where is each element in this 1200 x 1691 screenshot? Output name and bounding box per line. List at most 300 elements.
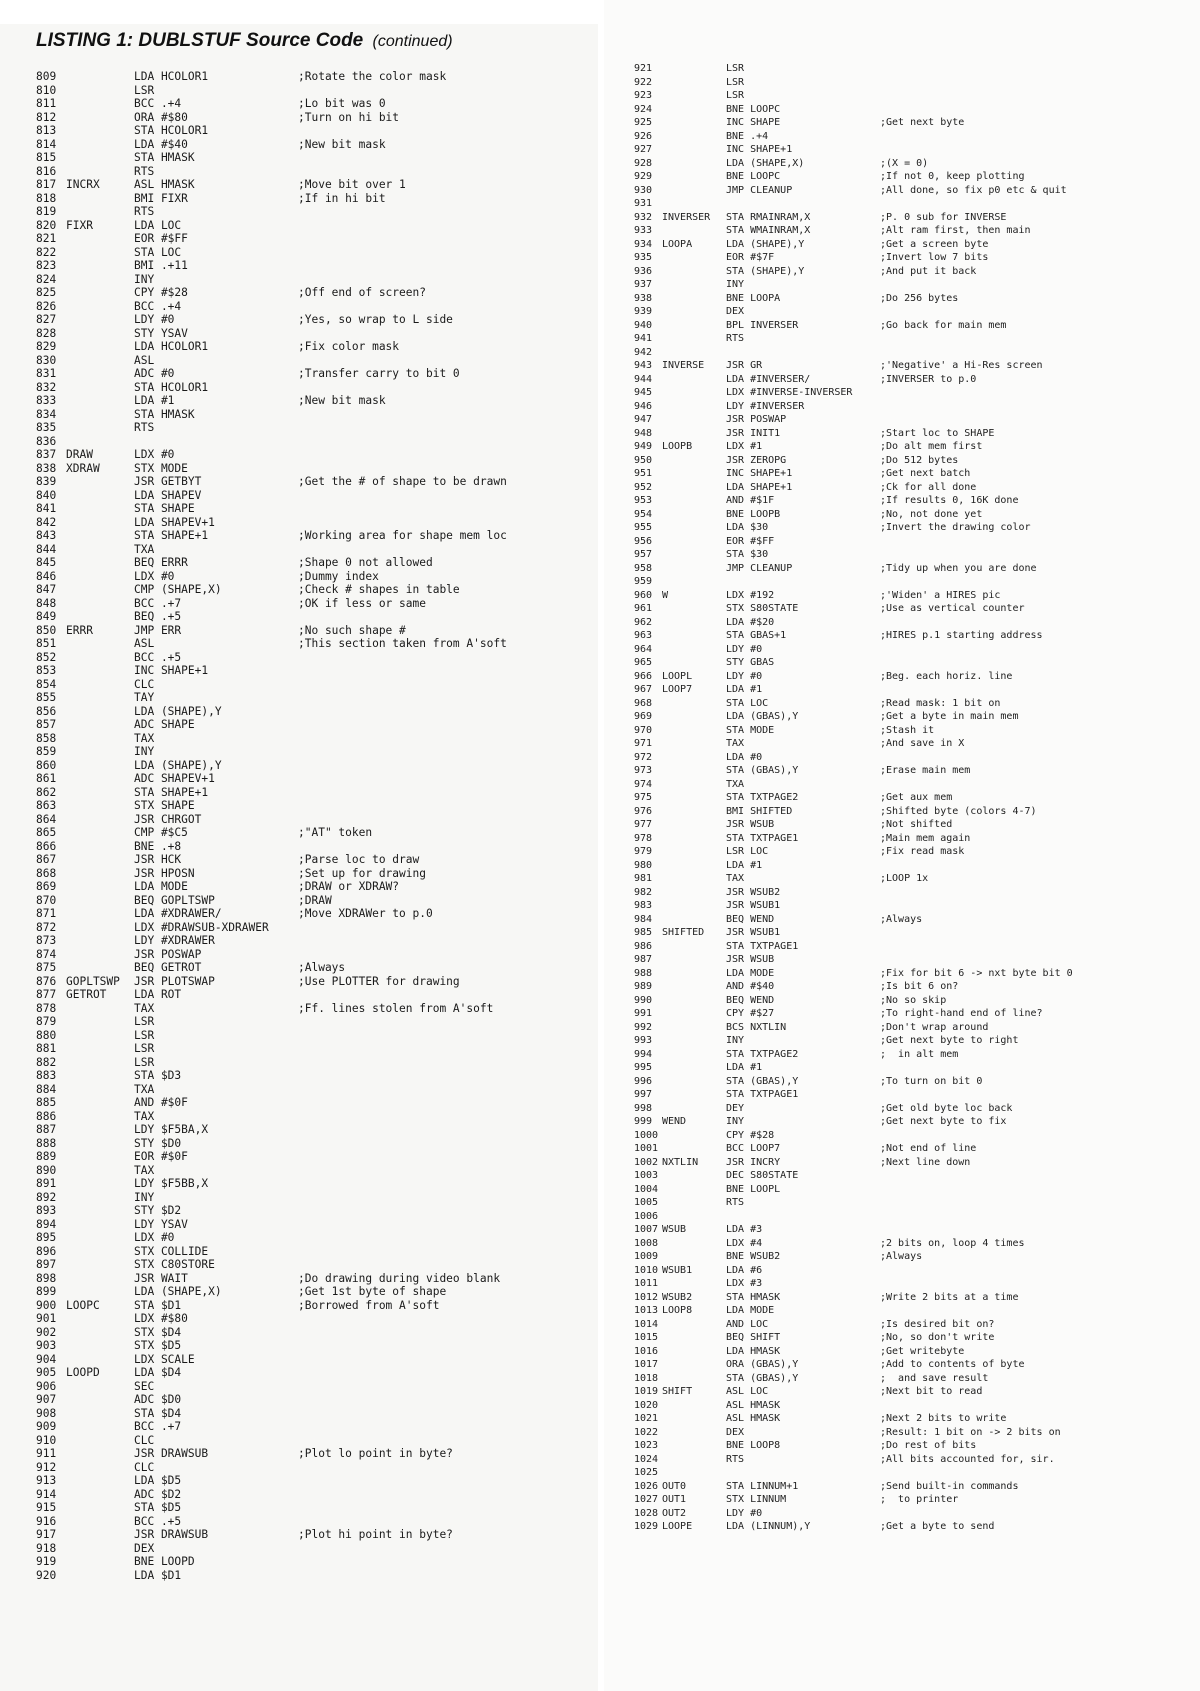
code-instruction: INY bbox=[726, 1116, 745, 1127]
line-number: 857 bbox=[36, 718, 57, 731]
code-instruction: AND LOC bbox=[726, 1318, 769, 1330]
line-number: 870 bbox=[36, 893, 57, 907]
line-number: 979 bbox=[634, 846, 653, 857]
code-instruction: BNE .+8 bbox=[134, 839, 182, 853]
code-comment: ;Off end of screen? bbox=[298, 286, 426, 299]
code-instruction: JSR PLOTSWAP bbox=[134, 974, 215, 988]
code-comment: ;Go back for main mem bbox=[880, 319, 1007, 331]
code-comment: ;P. 0 sub for INVERSE bbox=[880, 211, 1007, 223]
code-instruction: INC SHAPE+1 bbox=[134, 664, 209, 677]
listing-title-text: LISTING 1: DUBLSTUF Source Code bbox=[36, 30, 364, 51]
line-number: 914 bbox=[36, 1487, 57, 1501]
line-number: 981 bbox=[634, 873, 653, 884]
code-comment: ;Get 1st byte of shape bbox=[298, 1285, 447, 1298]
code-instruction: JSR WSUB2 bbox=[726, 886, 781, 898]
line-number: 974 bbox=[634, 778, 653, 790]
code-comment: ; and save result bbox=[880, 1372, 989, 1384]
code-instruction: INY bbox=[726, 279, 745, 290]
code-comment: ;Not end of line bbox=[880, 1143, 977, 1154]
code-comment: ;No such shape # bbox=[298, 623, 406, 637]
code-instruction: ORA #$80 bbox=[134, 110, 188, 124]
line-number: 1004 bbox=[634, 1183, 659, 1195]
code-instruction: STX C80STORE bbox=[134, 1258, 215, 1271]
code-instruction: EOR #$FF bbox=[134, 232, 188, 245]
code-instruction: STX S80STATE bbox=[726, 603, 799, 614]
line-number: 915 bbox=[36, 1501, 57, 1514]
line-number: 948 bbox=[634, 427, 653, 439]
code-instruction: LDX #$80 bbox=[134, 1312, 188, 1325]
code-comment: ;New bit mask bbox=[298, 137, 386, 151]
line-number: 904 bbox=[36, 1352, 57, 1366]
code-instruction: BEQ WEND bbox=[726, 994, 775, 1006]
line-number: 997 bbox=[634, 1089, 653, 1100]
code-comment: ;Move XDRAWer to p.0 bbox=[298, 907, 433, 920]
code-instruction: JMP CLEANUP bbox=[726, 562, 793, 574]
code-instruction: LDA (SHAPE),Y bbox=[726, 238, 805, 250]
line-number: 844 bbox=[36, 542, 57, 556]
code-comment: ;LOOP 1x bbox=[880, 873, 929, 884]
line-number: 830 bbox=[36, 353, 57, 367]
line-number: 933 bbox=[634, 225, 653, 236]
line-number: 873 bbox=[36, 934, 57, 947]
code-instruction: INY bbox=[726, 1035, 745, 1046]
line-number: 896 bbox=[36, 1244, 57, 1258]
code-instruction: STA MODE bbox=[726, 724, 775, 736]
code-instruction: STX $D4 bbox=[134, 1325, 182, 1339]
line-number: 1028 bbox=[634, 1507, 659, 1519]
line-number: 991 bbox=[634, 1008, 653, 1019]
code-comment: ;And save in X bbox=[880, 738, 965, 749]
line-number: 883 bbox=[36, 1069, 57, 1082]
code-instruction: ADC SHAPE bbox=[134, 718, 195, 731]
code-instruction: LDX #DRAWSUB-XDRAWER bbox=[134, 920, 269, 934]
code-instruction: STA HMASK bbox=[134, 151, 195, 164]
code-instruction: LDA MODE bbox=[134, 880, 188, 893]
line-number: 935 bbox=[634, 252, 653, 263]
code-instruction: TAX bbox=[134, 1109, 155, 1123]
code-comment: ;To right-hand end of line? bbox=[880, 1008, 1043, 1019]
code-instruction: BEQ .+5 bbox=[134, 610, 182, 623]
line-number: 1018 bbox=[634, 1372, 659, 1384]
line-number: 886 bbox=[36, 1109, 57, 1123]
code-instruction: STY GBAS bbox=[726, 657, 775, 668]
code-instruction: STA HCOLOR1 bbox=[134, 124, 209, 137]
line-number: 846 bbox=[36, 569, 57, 583]
code-comment: ;All bits accounted for, sir. bbox=[880, 1453, 1055, 1465]
code-instruction: TAX bbox=[134, 1163, 155, 1177]
line-number: 1029 bbox=[634, 1521, 659, 1532]
code-label: INCRX bbox=[66, 178, 100, 191]
code-comment: ;Not shifted bbox=[880, 819, 953, 830]
line-number: 925 bbox=[634, 117, 653, 128]
code-comment: ;Is desired bit on? bbox=[880, 1318, 995, 1330]
code-instruction: AND #$40 bbox=[726, 981, 775, 992]
line-number: 889 bbox=[36, 1150, 57, 1163]
code-instruction: BNE LOOPC bbox=[726, 171, 781, 182]
code-instruction: LDY #0 bbox=[726, 643, 763, 655]
line-number: 1009 bbox=[634, 1251, 659, 1262]
line-number: 985 bbox=[634, 927, 653, 938]
code-comment: ;DRAW or XDRAW? bbox=[298, 880, 400, 893]
code-instruction: LDX #192 bbox=[726, 589, 775, 601]
code-comment: ;If results 0, 16K done bbox=[880, 495, 1019, 506]
code-instruction: ORA (GBAS),Y bbox=[726, 1359, 799, 1370]
code-instruction: LSR LOC bbox=[726, 846, 769, 857]
line-number: 855 bbox=[36, 691, 57, 704]
line-number: 864 bbox=[36, 812, 57, 826]
code-instruction: JSR WSUB1 bbox=[726, 927, 781, 938]
line-number: 946 bbox=[634, 400, 653, 412]
code-instruction: BNE LOOP8 bbox=[726, 1440, 781, 1451]
code-comment: ;'Negative' a Hi-Res screen bbox=[880, 360, 1043, 371]
code-label: LOOP7 bbox=[662, 684, 693, 695]
code-instruction: JSR DRAWSUB bbox=[134, 1447, 209, 1460]
line-number: 999 bbox=[634, 1116, 653, 1127]
line-number: 960 bbox=[634, 589, 653, 601]
code-label: INVERSER bbox=[662, 211, 711, 223]
line-number: 848 bbox=[36, 596, 57, 610]
code-comment: ;Turn on hi bit bbox=[298, 110, 400, 124]
code-instruction: INY bbox=[134, 745, 155, 758]
line-number: 867 bbox=[36, 853, 57, 866]
line-number: 983 bbox=[634, 900, 653, 911]
code-label: ERRR bbox=[66, 623, 93, 637]
line-number: 839 bbox=[36, 475, 57, 488]
line-number: 992 bbox=[634, 1021, 653, 1033]
code-comment: ; to printer bbox=[880, 1494, 959, 1505]
code-instruction: BEQ WEND bbox=[726, 913, 775, 925]
code-instruction: LDY $F5BB,X bbox=[134, 1177, 209, 1190]
code-instruction: STX COLLIDE bbox=[134, 1244, 209, 1258]
code-instruction: JSR CHRGOT bbox=[134, 812, 202, 826]
line-number: 897 bbox=[36, 1258, 57, 1271]
code-instruction: LDY #0 bbox=[726, 1507, 763, 1519]
code-comment: ;Shape 0 not allowed bbox=[298, 556, 433, 569]
code-instruction: TAY bbox=[134, 691, 155, 704]
code-instruction: LDA (SHAPE),Y bbox=[134, 758, 222, 772]
code-instruction: STA $D4 bbox=[134, 1406, 182, 1420]
line-number: 956 bbox=[634, 535, 653, 547]
code-comment: ;If not 0, keep plotting bbox=[880, 171, 1025, 182]
code-instruction: BNE LOOPD bbox=[134, 1555, 195, 1568]
code-instruction: RTS bbox=[134, 164, 155, 178]
code-comment: ;"AT" token bbox=[298, 826, 373, 839]
code-comment: ;Get a byte to send bbox=[880, 1521, 995, 1532]
line-number: 869 bbox=[36, 880, 57, 893]
code-instruction: BCC LOOP7 bbox=[726, 1143, 781, 1154]
line-number: 993 bbox=[634, 1035, 653, 1046]
code-instruction: TXA bbox=[134, 1082, 155, 1096]
code-instruction: LDA #$40 bbox=[134, 137, 188, 151]
code-instruction: STA HMASK bbox=[134, 407, 195, 421]
code-instruction: STA (SHAPE),Y bbox=[726, 265, 805, 277]
code-instruction: LDA (SHAPE,X) bbox=[134, 1285, 222, 1298]
code-label: SHIFT bbox=[662, 1386, 693, 1397]
code-instruction: LSR bbox=[726, 76, 745, 88]
code-comment: ;Lo bit was 0 bbox=[298, 97, 386, 110]
code-instruction: STA SHAPE+1 bbox=[134, 785, 209, 799]
line-number: 842 bbox=[36, 515, 57, 529]
line-number: 952 bbox=[634, 481, 653, 493]
line-number: 929 bbox=[634, 171, 653, 182]
line-number: 891 bbox=[36, 1177, 57, 1190]
code-instruction: BPL INVERSER bbox=[726, 319, 799, 331]
code-instruction: LDA (SHAPE),Y bbox=[134, 704, 222, 718]
line-number: 951 bbox=[634, 468, 653, 479]
code-label: WSUB bbox=[662, 1224, 687, 1235]
code-instruction: JMP CLEANUP bbox=[726, 184, 793, 196]
code-comment: ;Get the # of shape to be drawn bbox=[298, 475, 507, 488]
line-number: 1026 bbox=[634, 1480, 659, 1492]
code-instruction: LDA $D1 bbox=[134, 1568, 182, 1582]
code-instruction: DEX bbox=[726, 306, 745, 317]
code-instruction: STA GBAS+1 bbox=[726, 630, 787, 641]
line-number: 984 bbox=[634, 913, 653, 925]
code-comment: ;Invert the drawing color bbox=[880, 522, 1031, 533]
line-number: 890 bbox=[36, 1163, 57, 1177]
line-number: 998 bbox=[634, 1102, 653, 1114]
line-number: 938 bbox=[634, 292, 653, 304]
code-instruction: LDA #INVERSER/ bbox=[726, 373, 811, 385]
code-comment: ;(X = 0) bbox=[880, 157, 929, 169]
line-number: 850 bbox=[36, 623, 57, 637]
code-instruction: LDX #INVERSE-INVERSER bbox=[726, 387, 853, 398]
line-number: 837 bbox=[36, 448, 57, 461]
code-comment: ;Get next byte bbox=[880, 117, 965, 128]
line-number: 987 bbox=[634, 954, 653, 965]
code-comment: ;Transfer carry to bit 0 bbox=[298, 367, 460, 380]
code-instruction: JSR DRAWSUB bbox=[134, 1528, 209, 1541]
line-number: 811 bbox=[36, 97, 57, 110]
line-number: 1012 bbox=[634, 1291, 659, 1303]
code-comment: ;Main mem again bbox=[880, 832, 971, 844]
line-number: 940 bbox=[634, 319, 653, 331]
code-instruction: LDA (GBAS),Y bbox=[726, 711, 799, 722]
line-number: 881 bbox=[36, 1042, 57, 1055]
code-comment: ;Get a byte in main mem bbox=[880, 711, 1019, 722]
line-number: 860 bbox=[36, 758, 57, 772]
code-instruction: STX MODE bbox=[134, 461, 188, 475]
code-comment: ;Send built-in commands bbox=[880, 1480, 1019, 1492]
code-instruction: RTS bbox=[726, 1453, 745, 1465]
code-comment: ;Get old byte loc back bbox=[880, 1102, 1013, 1114]
code-comment: ;Get next byte to right bbox=[880, 1035, 1019, 1046]
line-number: 1021 bbox=[634, 1413, 659, 1424]
line-number: 849 bbox=[36, 610, 57, 623]
code-label: LOOPC bbox=[66, 1298, 100, 1312]
code-comment: ;Get next byte to fix bbox=[880, 1116, 1007, 1127]
line-number: 840 bbox=[36, 488, 57, 502]
code-comment: ;OK if less or same bbox=[298, 596, 426, 610]
code-instruction: LDA #1 bbox=[726, 859, 763, 871]
line-number: 939 bbox=[634, 306, 653, 317]
code-comment: ;Parse loc to draw bbox=[298, 853, 420, 866]
code-instruction: TAX bbox=[134, 1001, 155, 1015]
line-number: 874 bbox=[36, 947, 57, 961]
code-instruction: BNE LOOPC bbox=[726, 103, 781, 115]
line-number: 957 bbox=[634, 549, 653, 560]
code-instruction: BMI FIXR bbox=[134, 191, 188, 205]
code-instruction: LDA $D4 bbox=[134, 1366, 182, 1379]
line-number: 882 bbox=[36, 1055, 57, 1069]
code-comment: ;2 bits on, loop 4 times bbox=[880, 1237, 1025, 1249]
line-number: 1000 bbox=[634, 1129, 659, 1141]
code-instruction: EOR #$FF bbox=[726, 535, 775, 547]
code-label: WEND bbox=[662, 1116, 687, 1127]
line-number: 977 bbox=[634, 819, 653, 830]
code-instruction: SEC bbox=[134, 1379, 155, 1393]
code-instruction: STA TXTPAGE2 bbox=[726, 1048, 799, 1060]
line-number: 866 bbox=[36, 839, 57, 853]
code-instruction: LDY #XDRAWER bbox=[134, 934, 215, 947]
code-label: INVERSE bbox=[662, 360, 705, 371]
code-instruction: STX LINNUM bbox=[726, 1494, 787, 1505]
line-number: 910 bbox=[36, 1433, 57, 1447]
line-number: 851 bbox=[36, 637, 57, 650]
code-label: LOOPE bbox=[662, 1521, 693, 1532]
line-number: 825 bbox=[36, 286, 57, 299]
code-label: XDRAW bbox=[66, 461, 100, 475]
line-number: 1006 bbox=[634, 1210, 659, 1222]
code-instruction: ASL HMASK bbox=[726, 1399, 781, 1411]
code-instruction: BMI SHIFTED bbox=[726, 805, 793, 817]
line-number: 962 bbox=[634, 616, 653, 628]
code-instruction: LDX #3 bbox=[726, 1278, 763, 1289]
code-instruction: LSR bbox=[726, 63, 745, 74]
line-number: 944 bbox=[634, 373, 653, 385]
code-comment: ;If in hi bit bbox=[298, 191, 386, 205]
line-number: 995 bbox=[634, 1062, 653, 1073]
line-number: 941 bbox=[634, 333, 653, 344]
line-number: 945 bbox=[634, 387, 653, 398]
line-number: 1003 bbox=[634, 1170, 659, 1181]
code-instruction: LDX #4 bbox=[726, 1237, 763, 1249]
line-number: 812 bbox=[36, 110, 57, 124]
code-instruction: STX $D5 bbox=[134, 1339, 182, 1352]
line-number: 829 bbox=[36, 340, 57, 353]
line-number: 1023 bbox=[634, 1440, 659, 1451]
line-number: 971 bbox=[634, 738, 653, 749]
line-number: 884 bbox=[36, 1082, 57, 1096]
code-instruction: LDA (LINNUM),Y bbox=[726, 1521, 811, 1532]
line-number: 990 bbox=[634, 994, 653, 1006]
code-label: W bbox=[662, 589, 669, 601]
code-instruction: CLC bbox=[134, 1460, 155, 1474]
line-number: 824 bbox=[36, 272, 57, 286]
code-instruction: TAX bbox=[134, 731, 155, 745]
code-instruction: BCC .+5 bbox=[134, 1514, 182, 1528]
line-number: 912 bbox=[36, 1460, 57, 1474]
code-instruction: AND #$1F bbox=[726, 495, 775, 506]
code-instruction: BNE .+4 bbox=[726, 130, 769, 142]
code-comment: ;Use PLOTTER for drawing bbox=[298, 974, 460, 988]
line-number: 813 bbox=[36, 124, 57, 137]
code-instruction: LDA MODE bbox=[726, 1305, 775, 1316]
line-number: 996 bbox=[634, 1075, 653, 1087]
code-comment: ;All done, so fix p0 etc & quit bbox=[880, 184, 1067, 196]
line-number: 1022 bbox=[634, 1426, 659, 1438]
line-number: 927 bbox=[634, 144, 653, 155]
line-number: 1008 bbox=[634, 1237, 659, 1249]
line-number: 815 bbox=[36, 151, 57, 164]
code-instruction: LDA ROT bbox=[134, 988, 182, 1001]
line-number: 969 bbox=[634, 711, 653, 722]
line-number: 854 bbox=[36, 677, 57, 691]
code-instruction: LDA #6 bbox=[726, 1264, 763, 1276]
line-number: 903 bbox=[36, 1339, 57, 1352]
code-instruction: BCC .+5 bbox=[134, 650, 182, 664]
line-number: 1025 bbox=[634, 1467, 659, 1478]
line-number: 926 bbox=[634, 130, 653, 142]
code-comment: ;No, so don't write bbox=[880, 1332, 995, 1343]
code-instruction: STA (GBAS),Y bbox=[726, 765, 799, 776]
code-label: SHIFTED bbox=[662, 927, 705, 938]
code-instruction: BCC .+4 bbox=[134, 299, 182, 313]
code-comment: ;Set up for drawing bbox=[298, 866, 426, 880]
code-comment: ;New bit mask bbox=[298, 394, 386, 407]
listing-title bbox=[36, 30, 453, 52]
code-comment: ;Working area for shape mem loc bbox=[298, 529, 507, 542]
code-instruction: STA LINNUM+1 bbox=[726, 1480, 799, 1492]
line-number: 898 bbox=[36, 1271, 57, 1285]
code-instruction: LDA $30 bbox=[726, 522, 769, 533]
code-comment: ;Dummy index bbox=[298, 569, 379, 583]
line-number: 868 bbox=[36, 866, 57, 880]
code-comment: ;To turn on bit 0 bbox=[880, 1075, 983, 1087]
code-instruction: INY bbox=[134, 272, 155, 286]
code-instruction: EOR #$7F bbox=[726, 252, 775, 263]
code-comment: ;HIRES p.1 starting address bbox=[880, 630, 1043, 641]
code-comment: ;Stash it bbox=[880, 724, 935, 736]
line-number: 1020 bbox=[634, 1399, 659, 1411]
code-instruction: TAX bbox=[726, 873, 745, 884]
line-number: 922 bbox=[634, 76, 653, 88]
code-instruction: STA LOC bbox=[726, 697, 769, 709]
line-number: 966 bbox=[634, 670, 653, 682]
line-number: 958 bbox=[634, 562, 653, 574]
line-number: 963 bbox=[634, 630, 653, 641]
code-instruction: EOR #$0F bbox=[134, 1150, 188, 1163]
code-instruction: CMP (SHAPE,X) bbox=[134, 583, 222, 596]
line-number: 937 bbox=[634, 279, 653, 290]
line-number: 908 bbox=[36, 1406, 57, 1420]
code-label: WSUB1 bbox=[662, 1264, 693, 1276]
code-comment: ;Read mask: 1 bit on bbox=[880, 697, 1001, 709]
line-number: 1024 bbox=[634, 1453, 659, 1465]
line-number: 1019 bbox=[634, 1386, 659, 1397]
code-instruction: STY $D0 bbox=[134, 1136, 182, 1150]
line-number: 965 bbox=[634, 657, 653, 668]
line-number: 923 bbox=[634, 90, 653, 101]
code-instruction: ADC SHAPEV+1 bbox=[134, 772, 215, 785]
line-number: 900 bbox=[36, 1298, 57, 1312]
line-number: 819 bbox=[36, 205, 57, 218]
code-instruction: STA HCOLOR1 bbox=[134, 380, 209, 394]
line-number: 953 bbox=[634, 495, 653, 506]
code-instruction: LSR bbox=[134, 1028, 155, 1042]
code-instruction: ASL bbox=[134, 637, 155, 650]
code-comment: ;This section taken from A'soft bbox=[298, 637, 507, 650]
code-label: FIXR bbox=[66, 218, 93, 232]
code-comment: ;Next 2 bits to write bbox=[880, 1413, 1007, 1424]
code-comment: ;Yes, so wrap to L side bbox=[298, 313, 453, 326]
code-instruction: LDY #INVERSER bbox=[726, 400, 805, 412]
line-number: 872 bbox=[36, 920, 57, 934]
line-number: 871 bbox=[36, 907, 57, 920]
code-instruction: LDY #0 bbox=[726, 670, 763, 682]
code-instruction: STA TXTPAGE1 bbox=[726, 832, 799, 844]
code-comment: ;Move bit over 1 bbox=[298, 178, 406, 191]
